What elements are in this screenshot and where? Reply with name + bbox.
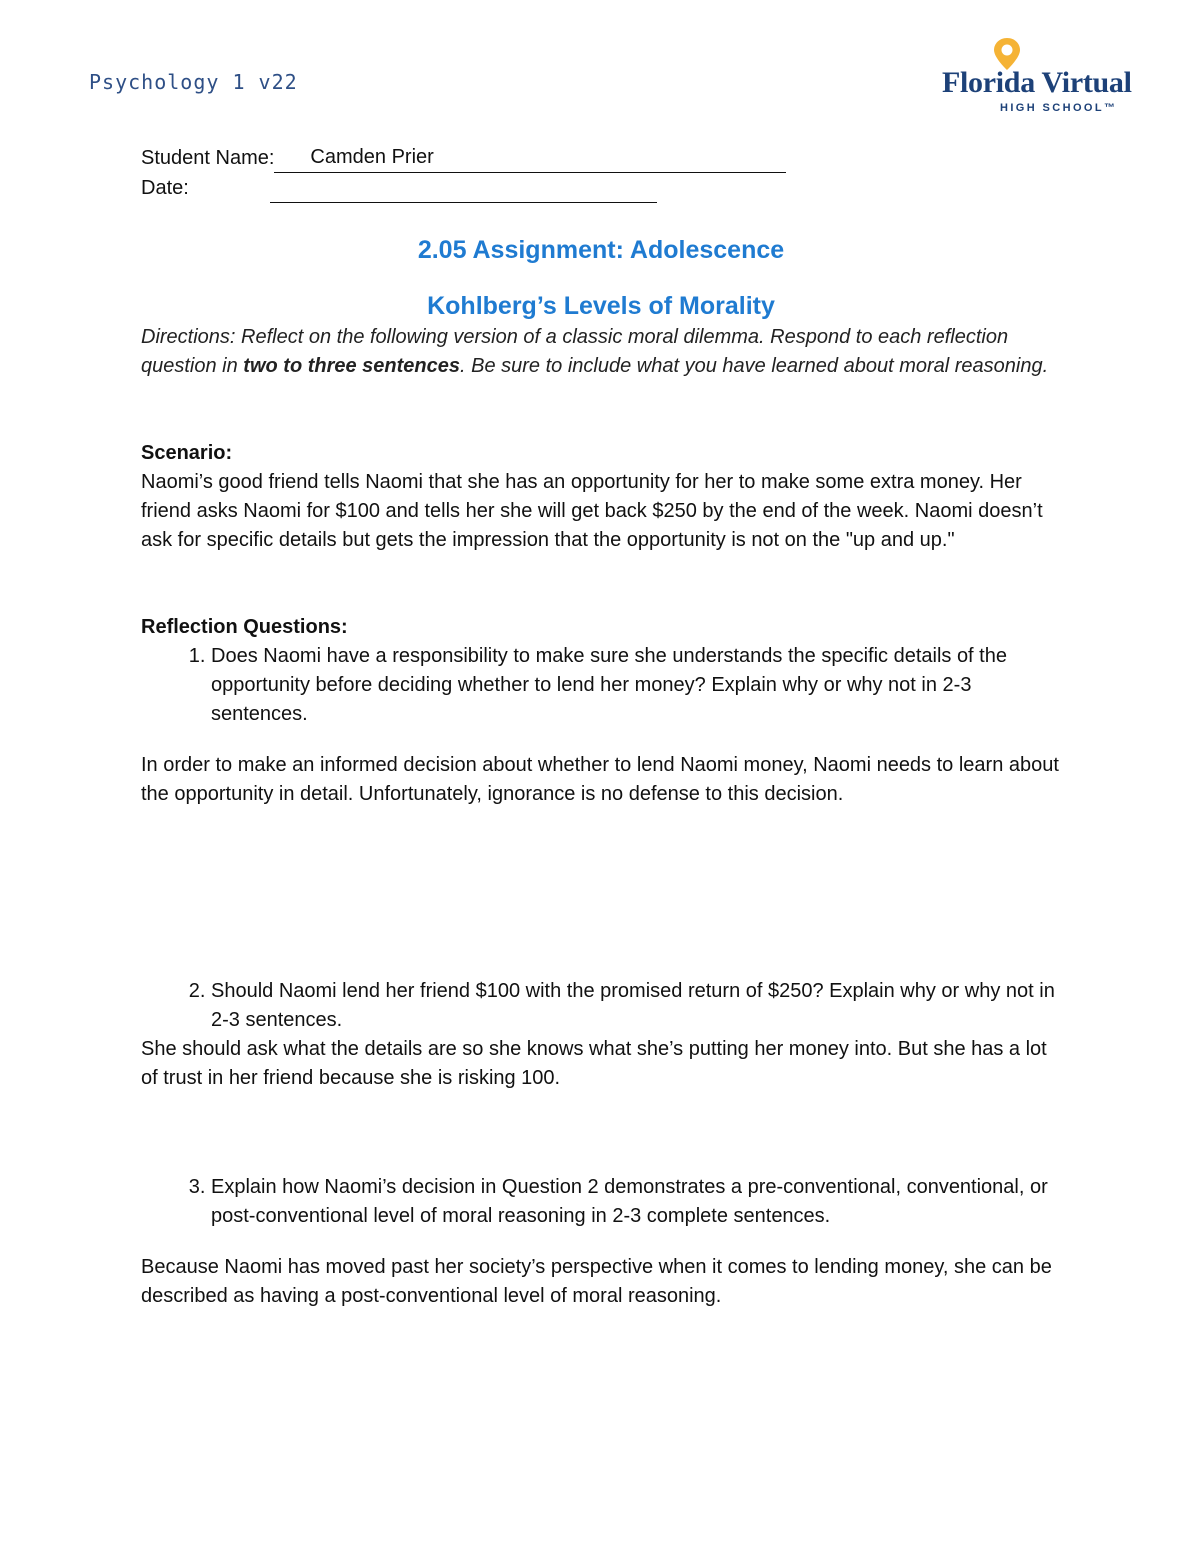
assignment-document (141, 143, 1061, 1311)
reflection-heading: Reflection Questions: (141, 616, 348, 638)
student-name-value: Camden Prier (310, 143, 433, 173)
directions-emphasis: two to three sentences (243, 355, 461, 377)
name-underline (274, 150, 310, 173)
course-label: Psychology 1 v22 (89, 70, 298, 94)
question-list (141, 977, 1061, 1035)
student-name-row (141, 143, 1061, 173)
directions-text-end: . Be sure to include what you have learned about moral reasoning. (460, 355, 1049, 377)
date-underline (270, 180, 657, 203)
answer-2: She should ask what the details are so she knows what she’s putting her money into. But she has a lot of trust in her friend because she is risking 100. (141, 1038, 1047, 1089)
assignment-title: 2.05 Assignment: Adolescence (417, 236, 785, 264)
name-underline (434, 150, 786, 173)
directions (141, 323, 1061, 381)
question-list (141, 642, 1061, 729)
student-name-label: Student Name: (141, 147, 275, 169)
question-list (141, 1173, 1061, 1231)
answer-1: In order to make an informed decision about whether to lend Naomi money, Naomi needs to learn about the opportunity in detail. Unfortunately, ignorance is no defense to this decision. (141, 754, 1059, 805)
directions-text: Directions: Reflect on the following version of a classic moral dilemma. Respond to each reflection question in (141, 326, 1009, 377)
flvs-logo (938, 36, 1150, 120)
scenario-heading: Scenario: (141, 442, 233, 464)
question-3: 3. Explain how Naomi’s decision in Question 2 demonstrates a pre-conventional, conventional, or post-conventional level of moral reasoning in 2-3 complete sentences. (211, 1173, 1061, 1231)
question-2: 2. Should Naomi lend her friend $100 with the promised return of $250? Explain why or why not in 2-3 sentences. (211, 977, 1061, 1035)
question-1: 1. Does Naomi have a responsibility to make sure she understands the specific details of the opportunity before deciding whether to lend her money? Explain why or why not in 2-3 sentences. (211, 642, 1061, 729)
date-row (141, 173, 1061, 203)
logo-wordmark: Florida Virtual (942, 66, 1132, 99)
logo-subtitle: HIGH SCHOOL™ (1000, 102, 1118, 114)
assignment-subtitle: Kohlberg’s Levels of Morality (427, 292, 775, 320)
answer-3: Because Naomi has moved past her society’s perspective when it comes to lending money, she can be described as having a post-conventional level of moral reasoning. (141, 1256, 1052, 1307)
date-label: Date: (141, 177, 189, 199)
scenario-text: Naomi’s good friend tells Naomi that she has an opportunity for her to make some extra money. Her friend asks Naomi for $100 and tells her she will get back $250 by the end of the week. Naomi doesn’t ask for specific details but gets the impression that the opportunity is not on the "up and up." (141, 471, 1043, 551)
